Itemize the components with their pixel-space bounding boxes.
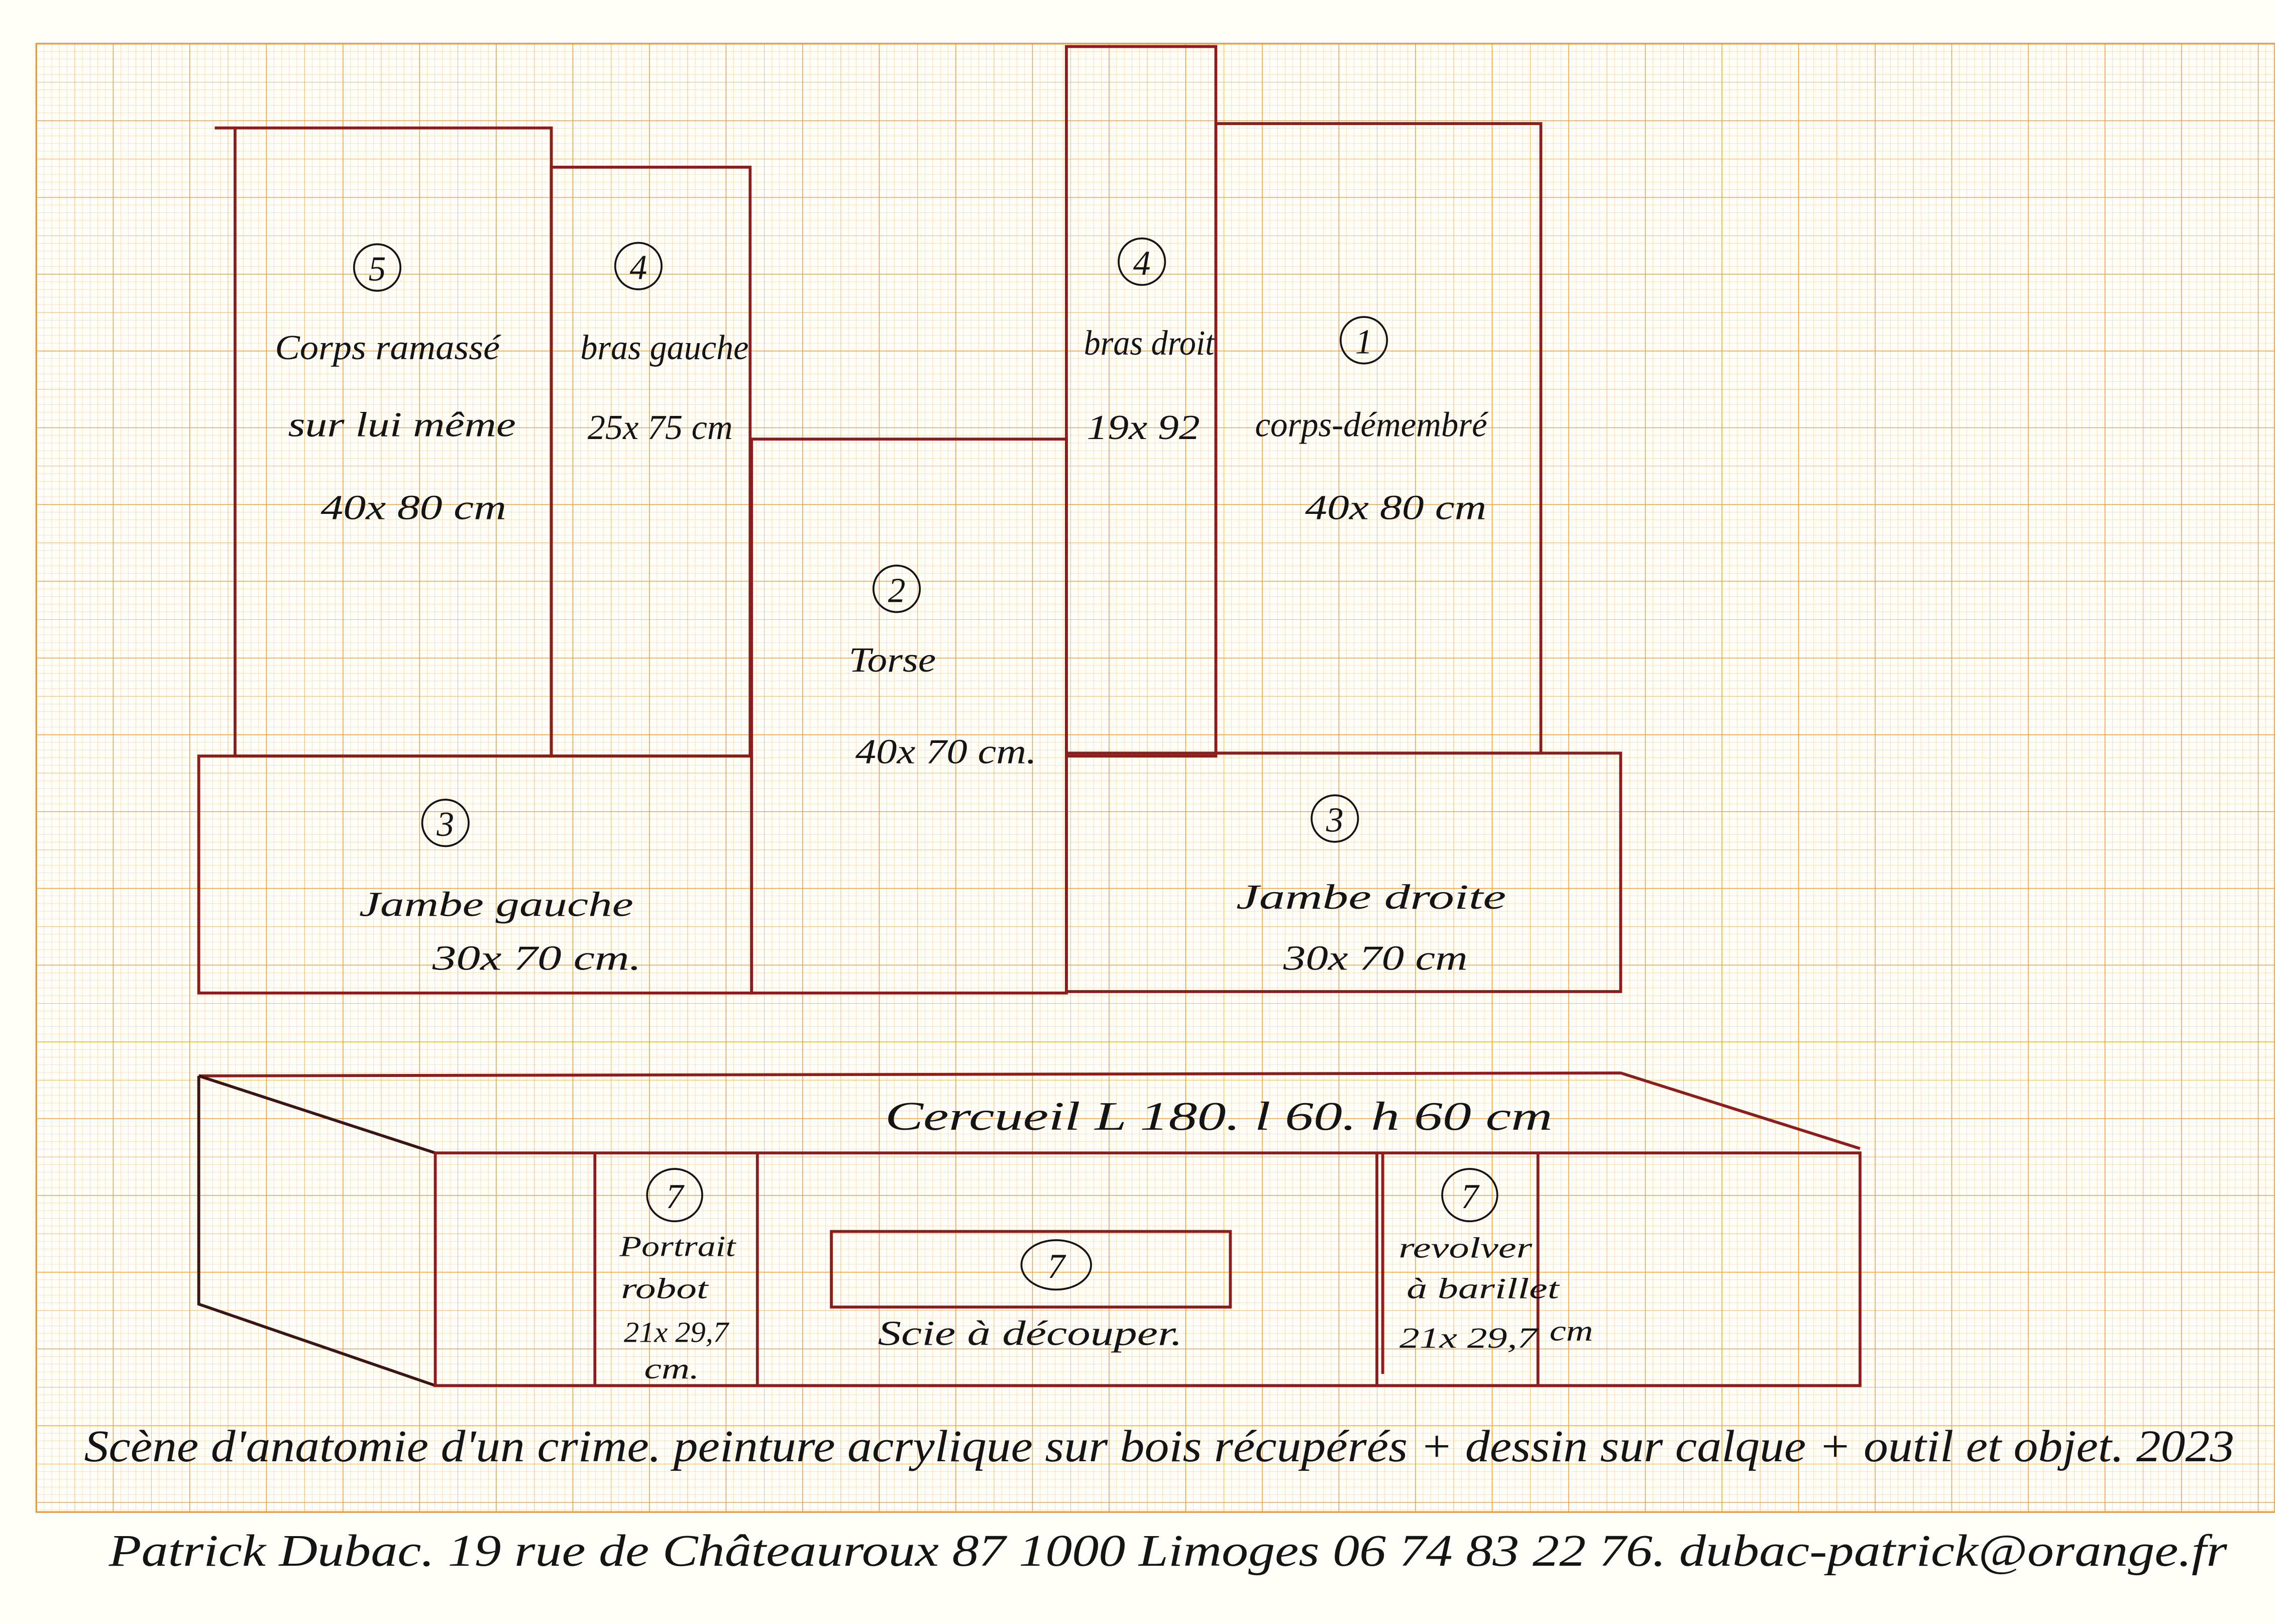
panel-corps-demembre-label: corps-démembré [1255,405,1489,445]
panel-bras-droit-number: 4 [1133,244,1151,283]
revolver-size: 21x 29,7 [1399,1322,1539,1355]
panel-jambe-droite-size: 30x 70 cm [1282,939,1468,978]
coffin-label: Cercueil L 180. l 60. h 60 cm [885,1093,1553,1139]
panel-jambe-droite-label: Jambe droite [1236,878,1506,917]
portrait-label-2: robot [621,1272,710,1305]
portrait-unit: cm. [644,1352,700,1385]
panel-corps-ramasse-number: 5 [368,250,386,289]
panel-jambe-gauche-size: 30x 70 cm. [431,939,641,978]
panel-corps-ramasse-label-1: Corps ramassé [275,328,502,367]
portrait-size: 21x 29,7 [624,1316,730,1349]
revolver-unit: cm [1549,1314,1593,1347]
panel-jambe-gauche-label: Jambe gauche [359,885,633,924]
panel-torse-number: 2 [888,571,906,610]
panel-bras-droit-size: 19x 92 [1087,408,1200,448]
caption-contact-line: Patrick Dubac. 19 rue de Châteauroux 87 1000 Limoges 06 74 83 22 76. dubac-patrick@orange.fr [108,1526,2228,1576]
panel-torse-label: Torse [848,641,936,680]
portrait-number: 7 [666,1177,684,1217]
scie-number: 7 [1047,1247,1065,1286]
panel-corps-ramasse-label-2: sur lui même [288,405,516,445]
portrait-label-1: Portrait [619,1230,737,1263]
caption-title-line: Scène d'anatomie d'un crime. peinture acrylique sur bois récupérés + dessin sur calque + outil et objet. 2023 [84,1421,2235,1471]
panel-bras-gauche-size: 25x 75 cm [587,408,733,448]
panel-bras-droit-label: bras droit [1084,324,1216,363]
panel-corps-demembre-size: 40x 80 cm [1305,488,1487,527]
revolver-number: 7 [1461,1177,1479,1217]
panel-corps-demembre-number: 1 [1355,322,1373,362]
panel-jambe-droite-number: 3 [1326,801,1344,840]
panel-torse-size: 40x 70 cm. [855,732,1037,772]
revolver-label-2: à barillet [1406,1272,1561,1305]
scie-label: Scie à découper. [878,1314,1183,1353]
panel-bras-gauche-number: 4 [629,248,647,287]
panel-jambe-gauche-number: 3 [437,805,455,844]
panel-corps-ramasse-size: 40x 80 cm [320,488,507,527]
panel-bras-gauche-label: bras gauche [580,328,749,367]
revolver-label-1: revolver [1398,1231,1533,1264]
